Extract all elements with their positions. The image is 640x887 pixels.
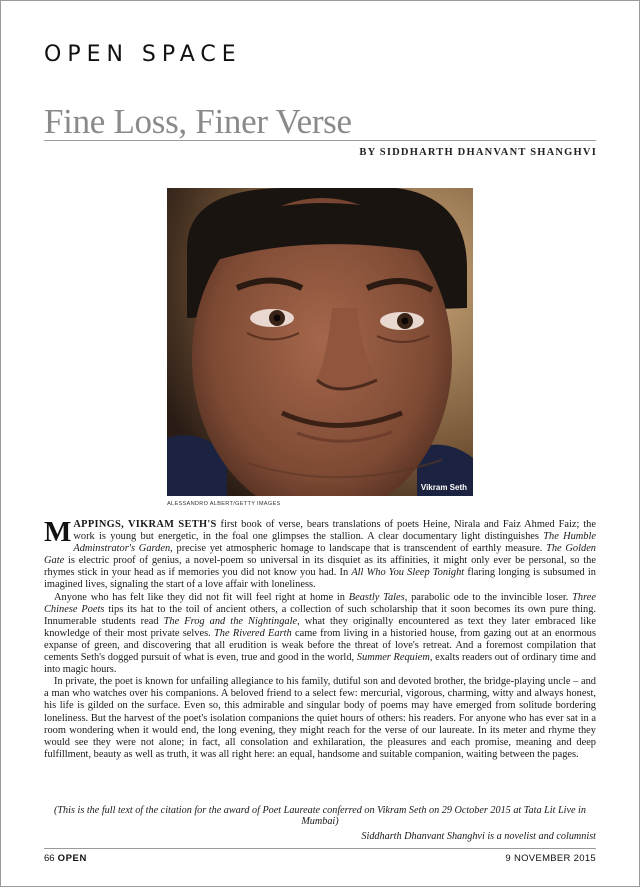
paragraph-2 [44, 592, 596, 677]
author-bio: Siddharth Dhanvant Shanghvi is a novelist and columnist [361, 831, 596, 842]
text-run: is electric proof of genius, a novel-poem so universal in its disquiet as its affinities, it might only ever be personal, so the rhymes stick in your head as if memories you did not know you had. In [44, 555, 596, 579]
book-title: All Who You Sleep Tonight [351, 567, 465, 579]
footer-rule [44, 848, 596, 849]
text-run: precise yet atmospheric homage to landscape that is transcendent of earthly measure. [172, 543, 547, 555]
text-run: exalts readers out of ordinary time and into magic hours. [44, 652, 596, 676]
article-headline: Fine Loss, Finer Verse [44, 102, 352, 141]
paragraph-3: In private, the poet is known for unfailing allegiance to his family, dutiful son and devoted brother, the bridge-playing uncle – and a man who watches over his companions. A beloved friend to a select few: mercurial, vigorous, charming, witty and always honest, his life is gilded on the surface. Even so, this admirable and singular body of poems may have emerged from solitude bordering loneliness. But the harvest of the poet's isolation companions the quiet hours of others: his readers. For anyone who has ever sat in a room wondering when it would end, the long evening, they might reach for the verse of our laureate. In its meter and rhyme they would see they were not alone; in fact, all consolation and exhilaration, the pleasures and each promise, meaning and deep fulfillment, beauty as well as truth, it was all right here: an equal, handsome and suitable companion, waiting between the pages. [44, 676, 596, 760]
text-run: first book of verse, bears translations of poets Heine, Nirala and Faiz Ahmed Faiz; the work is young but energetic, in the foal one glimpses the stallion. A clear documentary light distinguishes [73, 519, 596, 543]
book-title: The Humble Adminstrator's Garden, [73, 531, 596, 555]
book-title: The Frog and the Nightingale, [163, 615, 300, 627]
text-run: tips its hat to the toil of ancient others, a collection of such scholarship that it soon becomes its own pure thing. Innumerable students read [44, 603, 596, 627]
section-title: OPEN SPACE [44, 42, 242, 67]
photo-caption: Vikram Seth [420, 483, 467, 492]
issue-date: 9 NOVEMBER 2015 [505, 853, 596, 864]
photo-credit: ALESSANDRO ALBERT/GETTY IMAGES [167, 501, 281, 507]
text-run: what they originally encountered as text they later embraced like knowledge of their most private selves. [44, 615, 596, 639]
portrait-photo [167, 188, 473, 496]
page-number: 66 [44, 853, 55, 864]
book-title: Beastly Tales, [348, 591, 408, 603]
book-title: Summer Requiem, [356, 652, 433, 664]
byline: BY SIDDHARTH DHANVANT SHANGHVI [359, 147, 597, 158]
headline-rule [44, 140, 596, 141]
book-title: Three Chinese Poets [44, 591, 596, 615]
book-title: The Rivered Earth [213, 627, 292, 639]
citation-note: (This is the full text of the citation for the award of Poet Laureate conferred on Vikram Seth on 29 October 2015 at Tata Lit Live in Mumbai) [54, 805, 586, 827]
text-run: Anyone who has felt like they did not fit will feel right at home in [54, 591, 349, 603]
folio [44, 853, 87, 864]
text-run: flaring longing is subsumed in imagined lives, signaling the start of a love affair with loneliness. [44, 567, 596, 591]
drop-cap: M [44, 516, 72, 548]
text-run: parabolic ode to the invincible loser. [407, 591, 573, 603]
text-run: came from living in a historied house, from gazing out at an enormous expanse of green, and discovering that all erudition is weak before the threat of love's retreat. And a foremost compilation that cements Seth's dogged pursuit of what is even, true and good in the world, [44, 627, 597, 664]
book-title: The Golden Gate [44, 543, 597, 567]
magazine-name: OPEN [57, 853, 87, 864]
article-body [44, 516, 597, 761]
portrait-illustration [167, 188, 473, 496]
lead-in: APPINGS, VIKRAM SETH'S [73, 519, 217, 530]
paragraph-1 [44, 516, 597, 592]
